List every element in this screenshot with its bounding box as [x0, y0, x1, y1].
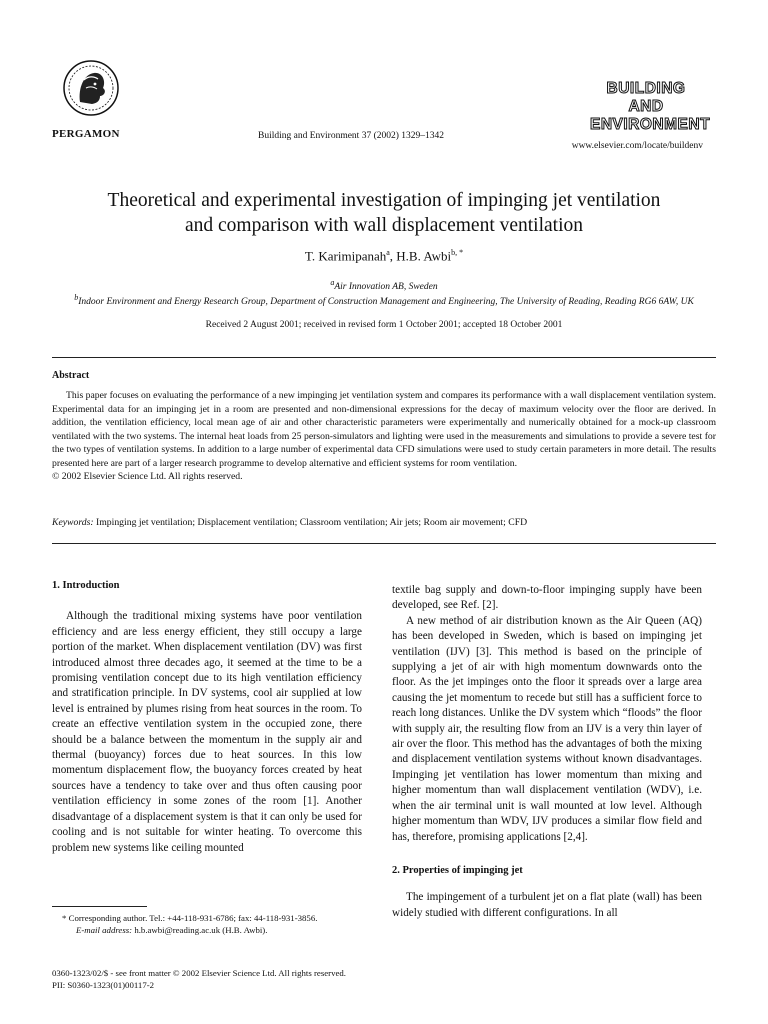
- publisher-name: PERGAMON: [52, 128, 120, 140]
- keywords: [52, 517, 716, 528]
- author-name: T. Karimipanah: [304, 248, 387, 264]
- masthead-line-1: BUILDING AND: [606, 80, 686, 115]
- keywords-list: Impinging jet ventilation; Displacement ventilation; Classroom ventilation; Air jets; Room air movement; CFD: [96, 517, 528, 528]
- footnote: [52, 912, 362, 936]
- journal-masthead: [590, 80, 711, 134]
- affiliation-marker: a: [330, 278, 335, 287]
- author-separator: ,: [389, 248, 397, 264]
- affiliation-marker: b, *: [451, 248, 464, 257]
- pii-line: PII: S0360-1323(01)00117-2: [52, 980, 155, 990]
- page-footer: [52, 967, 346, 991]
- email-address[interactable]: h.b.awbi@reading.ac.uk (H.B. Awbi).: [132, 925, 268, 935]
- abstract-body: [52, 389, 716, 484]
- body-column-right: [392, 583, 702, 921]
- paragraph: textile bag supply and down-to-floor impinging supply have been developed, see Ref. [2].: [392, 584, 702, 612]
- corresponding-author: * Corresponding author. Tel.: +44-118-931-6786; fax: 44-118-931-3856.: [62, 913, 318, 923]
- affiliation-marker: a: [386, 248, 390, 257]
- abstract-copyright: © 2002 Elsevier Science Ltd. All rights reserved.: [52, 471, 243, 482]
- divider: [52, 543, 716, 544]
- abstract-heading: Abstract: [52, 370, 90, 381]
- masthead-line-2: ENVIRONMENT: [590, 116, 711, 133]
- elsevier-tree-logo-icon: [62, 58, 120, 122]
- affiliation-text: Indoor Environment and Energy Research Group, Department of Construction Management and Engineering, The University of Reading, Reading RG6 6AW, UK: [78, 297, 694, 308]
- body-column-left: [52, 578, 362, 856]
- author-name: H.B. Awbi: [396, 248, 452, 264]
- affiliation-text: Air Innovation AB, Sweden: [334, 282, 438, 293]
- journal-citation: Building and Environment 37 (2002) 1329–1342: [258, 131, 445, 141]
- issn-line: 0360-1323/02/$ - see front matter © 2002 Elsevier Science Ltd. All rights reserved.: [52, 968, 346, 978]
- article-title: [40, 188, 728, 238]
- section-heading: 2. Properties of impinging jet: [392, 864, 523, 876]
- paragraph: Although the traditional mixing systems have poor ventilation efficiency and are less energy efficient, they still occupy a large portion of the market. When displacement ventilation (DV) was first introduced almost three decades ago, it seemed at the time to be a promising ventilation concept due to its high ventilation efficiency and stratification principle. In DV systems, cool air supplied at low level is entrained by plumes rising from heat sources in the room. To create an effective ventilation system in the occupied zone, there should be a balance between the momentum in the supply air and thermal (buoyancy) forces due to heat sources. In this low momentum displacement flow, the buoyancy forces created by heat sources have a tendency to take over and thus often causing poor ventilation efficiency in some zones of the room [1]. Another disadvantage of a displacement system is that it can only be used for cooling and is not suitable for winter heating. To overcome this problem new systems like ceiling mounted: [52, 610, 362, 854]
- title-line-2: and comparison with wall displacement ventilation: [184, 215, 584, 236]
- email-line: [52, 924, 362, 936]
- title-line-1: Theoretical and experimental investigation of impinging jet ventilation: [107, 190, 661, 211]
- divider: [52, 357, 716, 358]
- keywords-label: Keywords:: [52, 517, 94, 528]
- paragraph: The impingement of a turbulent jet on a flat plate (wall) has been widely studied with different configurations. In all: [392, 891, 702, 919]
- journal-url[interactable]: www.elsevier.com/locate/buildenv: [571, 141, 703, 151]
- abstract-text: This paper focuses on evaluating the performance of a new impinging jet ventilation system and compares its performance with a wall displacement ventilation system. Experimental data for an impinging jet in a room are presented and non-dimensional expressions for the decay of maximum velocity over the floor are derived. In addition, the ventilation efficiency, local mean age of air and other characteristic parameters were experimentally and numerically obtained for a mock-up classroom ventilated with the two systems. The internal heat loads from 25 person-simulators and lighting were used in the measurements and simulations to provide a severe test for the two types of ventilation systems. In addition to a large number of experimental data CFD simulations were used to study certain parameters in more detail. The results presented here are part of a larger research programme to develop alternative and efficient systems for room ventilation.: [52, 390, 716, 469]
- section-heading: 1. Introduction: [52, 580, 120, 591]
- received-dates: Received 2 August 2001; received in revised form 1 October 2001; accepted 18 October 2001: [205, 320, 563, 330]
- email-label: E-mail address:: [76, 925, 133, 935]
- affiliation-b: [70, 291, 698, 309]
- paragraph: A new method of air distribution known as the Air Queen (AQ) has been developed in Sweden, which is based on impinging jet ventilation (IJV) [3]. This method is based on the principle of supplying a jet of air with high momentum downwards onto the floor. As the jet impinges onto the floor it spreads over a large area causing the jet momentum to recede but still has a sufficient force to reach long distances. Unlike the DV system which “floods” the floor with supply air, the resulting flow from an IJV is a very thin layer of air over the floor. This method has the advantages of both the mixing and displacement ventilation systems without known disadvantages. Impinging jet ventilation has lower momentum than mixing and higher momentum than wall displacement ventilation (WDV), i.e. when the air terminal unit is wall mounted at low level. Although higher momentum than WDV, IJV produces a similar flow field and has, therefore, promising applications [2,4].: [392, 614, 702, 843]
- footnote-divider: [52, 906, 147, 907]
- author-list: [40, 248, 728, 264]
- affiliation-marker: b: [74, 293, 79, 302]
